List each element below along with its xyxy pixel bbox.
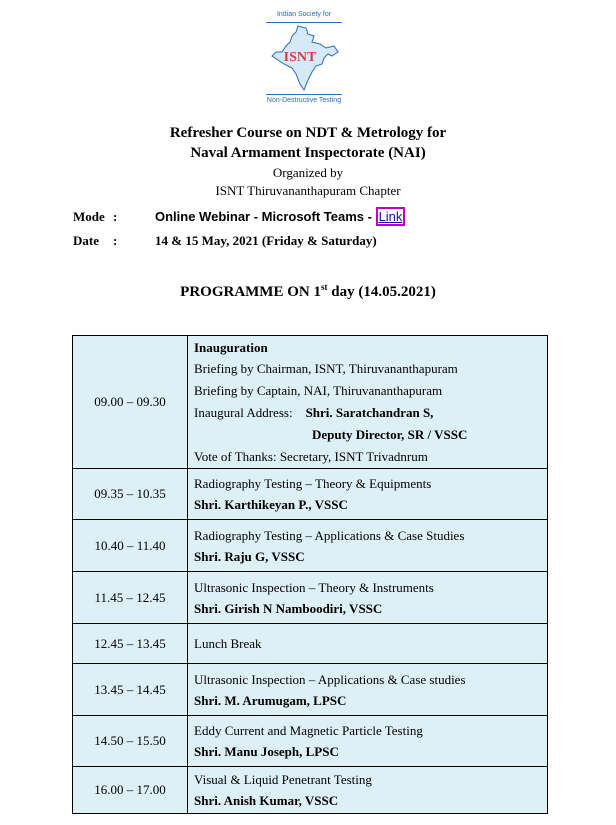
table-row (73, 572, 548, 624)
session-details (188, 336, 548, 469)
mode-value: Online Webinar - Microsoft Teams - (155, 209, 376, 224)
session-time: 09.00 – 09.30 (73, 336, 188, 469)
closing-line: Vote of Thanks: Secretary, ISNT Trivadnrum (194, 448, 428, 464)
address-role: Deputy Director, SR / VSSC (312, 426, 468, 442)
table-row (73, 336, 548, 469)
address-label: Inaugural Address: (194, 404, 293, 420)
session-time: 11.45 – 12.45 (73, 572, 188, 624)
session-time: 13.45 – 14.45 (73, 664, 188, 716)
table-row (73, 664, 548, 716)
session-topic: Ultrasonic Inspection – Theory & Instruments (194, 579, 434, 595)
mode-colon: : (113, 209, 118, 224)
session-speaker: Shri. M. Arumugam, LPSC (194, 692, 347, 708)
schedule-table (72, 335, 548, 814)
session-details (188, 767, 548, 814)
course-title-line1: Refresher Course on NDT & Metrology for (169, 125, 447, 141)
session-topic: Lunch Break (194, 635, 262, 651)
date-value: 14 & 15 May, 2021 (Friday & Saturday) (155, 233, 377, 248)
course-title-line2: Naval Armament Inspectorate (NAI) (190, 145, 426, 161)
session-speaker: Shri. Karthikeyan P., VSSC (194, 497, 348, 512)
session-topic: Visual & Liquid Penetrant Testing (194, 772, 372, 787)
session-speaker: Shri. Anish Kumar, VSSC (194, 793, 339, 808)
logo-rule-top (266, 22, 342, 23)
teams-link[interactable]: Link (376, 207, 406, 226)
session-line: Briefing by Captain, NAI, Thiruvananthapuram (194, 382, 443, 398)
table-row (73, 716, 548, 767)
programme-suffix: day (14.05.2021) (327, 284, 436, 300)
session-topic: Ultrasonic Inspection – Applications & Case studies (194, 671, 466, 687)
isnt-logo (262, 10, 346, 106)
programme-sup: st (320, 282, 328, 292)
logo-rule-bottom (266, 94, 342, 95)
logo-top-text: Indian Society for (276, 11, 332, 18)
session-speaker: Shri. Raju G, VSSC (194, 548, 305, 564)
session-topic: Radiography Testing – Applications & Case Studies (194, 527, 465, 543)
organizer-name: ISNT Thiruvananthapuram Chapter (215, 183, 401, 198)
session-topic: Radiography Testing – Theory & Equipments (194, 476, 432, 491)
session-topic: Eddy Current and Magnetic Particle Testing (194, 723, 423, 738)
session-time: 09.35 – 10.35 (73, 469, 188, 520)
programme-heading (0, 282, 616, 301)
date-label: Date (73, 233, 99, 248)
address-name: Shri. Saratchandran S, (305, 404, 434, 420)
session-time: 14.50 – 15.50 (73, 716, 188, 767)
session-title: Inauguration (194, 339, 268, 355)
logo-center-text: ISNT (283, 50, 317, 65)
programme-prefix: PROGRAMME ON 1 (180, 284, 321, 300)
session-details (188, 664, 548, 716)
table-row (73, 469, 548, 520)
session-time: 12.45 – 13.45 (73, 624, 188, 664)
table-row (73, 624, 548, 664)
session-details (188, 469, 548, 520)
session-details (188, 520, 548, 572)
session-details (188, 716, 548, 767)
mode-label: Mode (73, 209, 105, 224)
session-speaker: Shri. Girish N Namboodiri, VSSC (194, 600, 383, 616)
organized-by: Organized by (272, 165, 344, 180)
session-details (188, 572, 548, 624)
table-row (73, 520, 548, 572)
session-details (188, 624, 548, 664)
logo-bottom-text: Non-Destructive Testing (266, 97, 342, 104)
address-line (194, 402, 543, 424)
table-row (73, 767, 548, 814)
session-speaker: Shri. Manu Joseph, LPSC (194, 744, 339, 759)
session-time: 16.00 – 17.00 (73, 767, 188, 814)
session-line: Briefing by Chairman, ISNT, Thiruvananthapuram (194, 360, 458, 376)
date-colon: : (113, 233, 118, 248)
session-time: 10.40 – 11.40 (73, 520, 188, 572)
